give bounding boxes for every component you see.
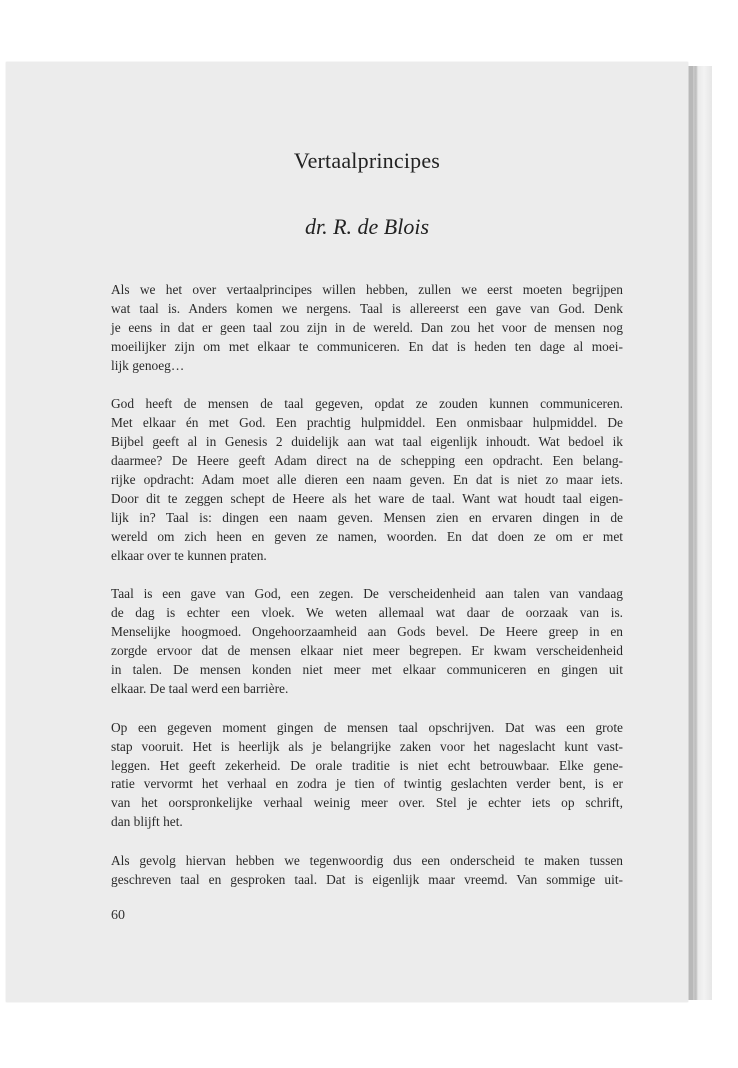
text-line: elkaar over te kunnen praten. xyxy=(111,547,267,563)
paragraph-5 xyxy=(111,852,623,890)
text-line: in talen. De mensen konden niet meer met elkaar communiceren en gingen uit xyxy=(111,662,623,678)
text-line: geschreven taal en gesproken taal. Dat is eigenlijk maar vreemd. Van sommige uit- xyxy=(111,872,623,888)
chapter-title: Vertaalprincipes xyxy=(293,148,441,173)
paragraph-1 xyxy=(111,281,623,375)
paragraph-3 xyxy=(111,585,623,698)
text-line: stap vooruit. Het is heerlijk als je belangrijke zaken voor het nageslacht kunt vast- xyxy=(111,738,623,754)
text-line: elkaar. De taal werd een barrière. xyxy=(111,680,289,696)
paragraph-2 xyxy=(111,395,623,565)
text-line: Als we het over vertaalprincipes willen hebben, zullen we eerst moeten begrijpen xyxy=(111,282,623,297)
chapter-author: dr. R. de Blois xyxy=(304,214,430,239)
text-line: leggen. Het geeft zekerheid. De orale traditie is niet echt betrouwbaar. Elke gene- xyxy=(111,757,623,773)
text-line: de dag is echter een vloek. We weten allemaal wat daar de oorzaak van is. xyxy=(111,605,623,621)
text-line: ratie vervormt het verhaal en zodra je tien of twintig geslachten verder bent, is er xyxy=(111,776,623,792)
text-line: wereld om zich heen en geven ze namen, woorden. En dat doen ze om er met xyxy=(111,528,623,544)
text-line: je eens in dat er geen taal zou zijn in de wereld. Dan zou het voor de mensen nog xyxy=(111,319,623,335)
text-line: moeilijker zijn om met elkaar te communiceren. En dat is heden ten dage al moei- xyxy=(111,338,623,354)
text-line: Als gevolg hiervan hebben we tegenwoordig dus een onderscheid te maken tussen xyxy=(111,853,623,869)
page-number: 60 xyxy=(111,908,125,923)
text-line: lijk genoeg… xyxy=(111,357,185,373)
text-line: Bijbel geeft al in Genesis 2 duidelijk aan wat taal eigenlijk inhoudt. Wat bedoel ik xyxy=(111,434,623,450)
text-line: Met elkaar én met God. Een prachtig hulpmiddel. Een onmisbaar hulpmiddel. De xyxy=(111,415,623,431)
body-text xyxy=(111,281,623,890)
text-line: Menselijke hoogmoed. Ongehoorzaamheid aan Gods bevel. De Heere greep in en xyxy=(111,624,623,640)
text-line: Op een gegeven moment gingen de mensen taal opschrijven. Dat was een grote xyxy=(111,719,623,735)
text-line: lijk in? Taal is: dingen een naam geven. Mensen zien en ervaren dingen in de xyxy=(111,509,623,525)
page-stack-edge xyxy=(686,66,712,1000)
text-line: wat taal is. Anders komen we nergens. Taal is allereerst een gave van God. Denk xyxy=(111,300,623,316)
text-line: daarmee? De Heere geeft Adam direct na de schepping een opdracht. Een belang- xyxy=(111,453,623,469)
text-line: Door dit te zeggen schept de Heere als het ware de taal. Want wat houdt taal eigen- xyxy=(111,490,623,506)
text-line: dan blijft het. xyxy=(111,814,183,830)
text-line: Taal is een gave van God, een zegen. De verscheidenheid aan talen van vandaag xyxy=(111,586,623,602)
text-line: zorgde ervoor dat de mensen elkaar niet meer begrepen. Er kwam verscheidenheid xyxy=(111,643,623,659)
paragraph-4 xyxy=(111,719,623,832)
text-line: van het oorspronkelijke verhaal weinig meer over. Stel je echter iets op schrift, xyxy=(111,795,623,811)
page-content xyxy=(111,148,623,910)
text-line: rijke opdracht: Adam moet alle dieren een naam geven. En dat is niet zo maar iets. xyxy=(111,472,623,488)
text-line: God heeft de mensen de taal gegeven, opdat ze zouden kunnen communiceren. xyxy=(111,396,623,412)
